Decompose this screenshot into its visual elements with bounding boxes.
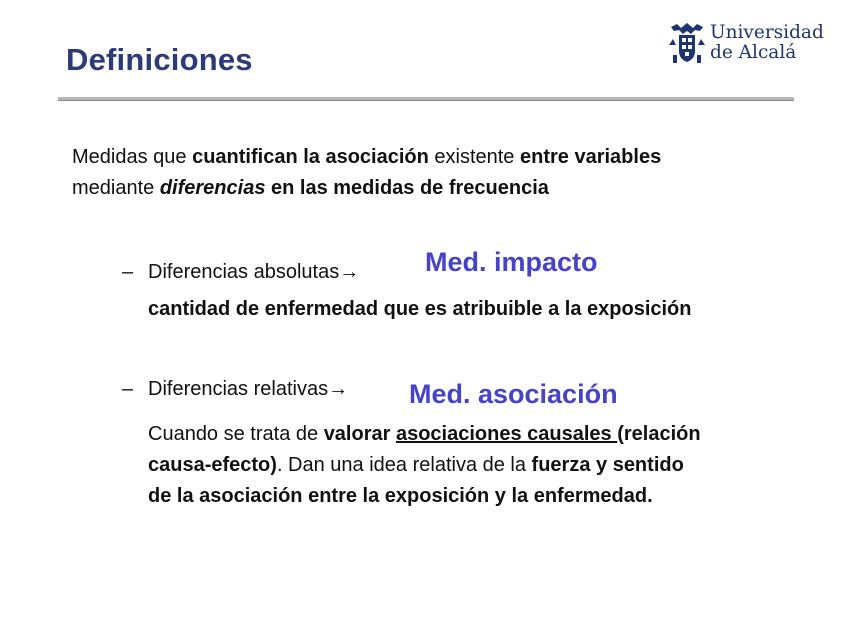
desc-bold-text: causa-efecto): [148, 454, 277, 476]
bullet-desc-relativas: [148, 419, 701, 512]
bullet-label-absolutas: [148, 261, 359, 284]
desc-text: . Dan una idea relativa de la: [276, 454, 532, 476]
intro-paragraph: [72, 142, 792, 204]
desc-bold-text: (relación: [617, 423, 701, 445]
title-divider: [58, 97, 794, 101]
bullet-desc-absolutas: [148, 294, 692, 325]
arrow-right-icon: →: [328, 378, 349, 400]
bullet-label-relativas: [148, 378, 348, 401]
intro-text: Medidas que: [72, 146, 193, 168]
intro-line-1: [72, 142, 792, 173]
bullet-desc-line-1: [148, 419, 701, 450]
bullet-desc-line: cantidad de enfermedad que es atribuible a la exposición: [148, 298, 692, 320]
crest-icon: [667, 21, 707, 65]
intro-text: mediante: [72, 177, 160, 199]
intro-bold-text: entre variables: [520, 146, 662, 168]
bullet-label-text: Diferencias absolutas: [148, 261, 340, 283]
bullet-label-text: Diferencias relativas: [148, 378, 329, 400]
bullet-desc-line-2: [148, 450, 701, 481]
university-logo: [667, 21, 824, 67]
desc-bold-text: fuerza y sentido: [531, 454, 684, 476]
callout-med-asociacion: Med. asociación: [409, 379, 618, 409]
intro-line-2: [72, 173, 792, 204]
logo-text-line1: Universidad: [710, 22, 824, 43]
callout-med-impacto: Med. impacto: [425, 247, 598, 277]
bullet-desc-line-3: de la asociación entre la exposición y la enfermedad.: [148, 485, 653, 507]
intro-bold-text: en las medidas de frecuencia: [265, 177, 549, 199]
arrow-right-icon: →: [339, 261, 360, 283]
intro-bold-italic-text: diferencias: [159, 177, 266, 199]
logo-text-line2: de Alcalá: [710, 42, 797, 63]
desc-bold-text: valorar: [323, 423, 396, 445]
bullet-dash-relativas: –: [122, 378, 134, 400]
bullet-dash-absolutas: –: [122, 261, 134, 283]
intro-bold-text: cuantifican la asociación: [192, 146, 429, 168]
desc-text: Cuando se trata de: [148, 423, 324, 445]
slide-title: Definiciones: [66, 42, 253, 77]
intro-text: existente: [428, 146, 520, 168]
desc-underlined-text: asociaciones causales: [395, 423, 618, 445]
